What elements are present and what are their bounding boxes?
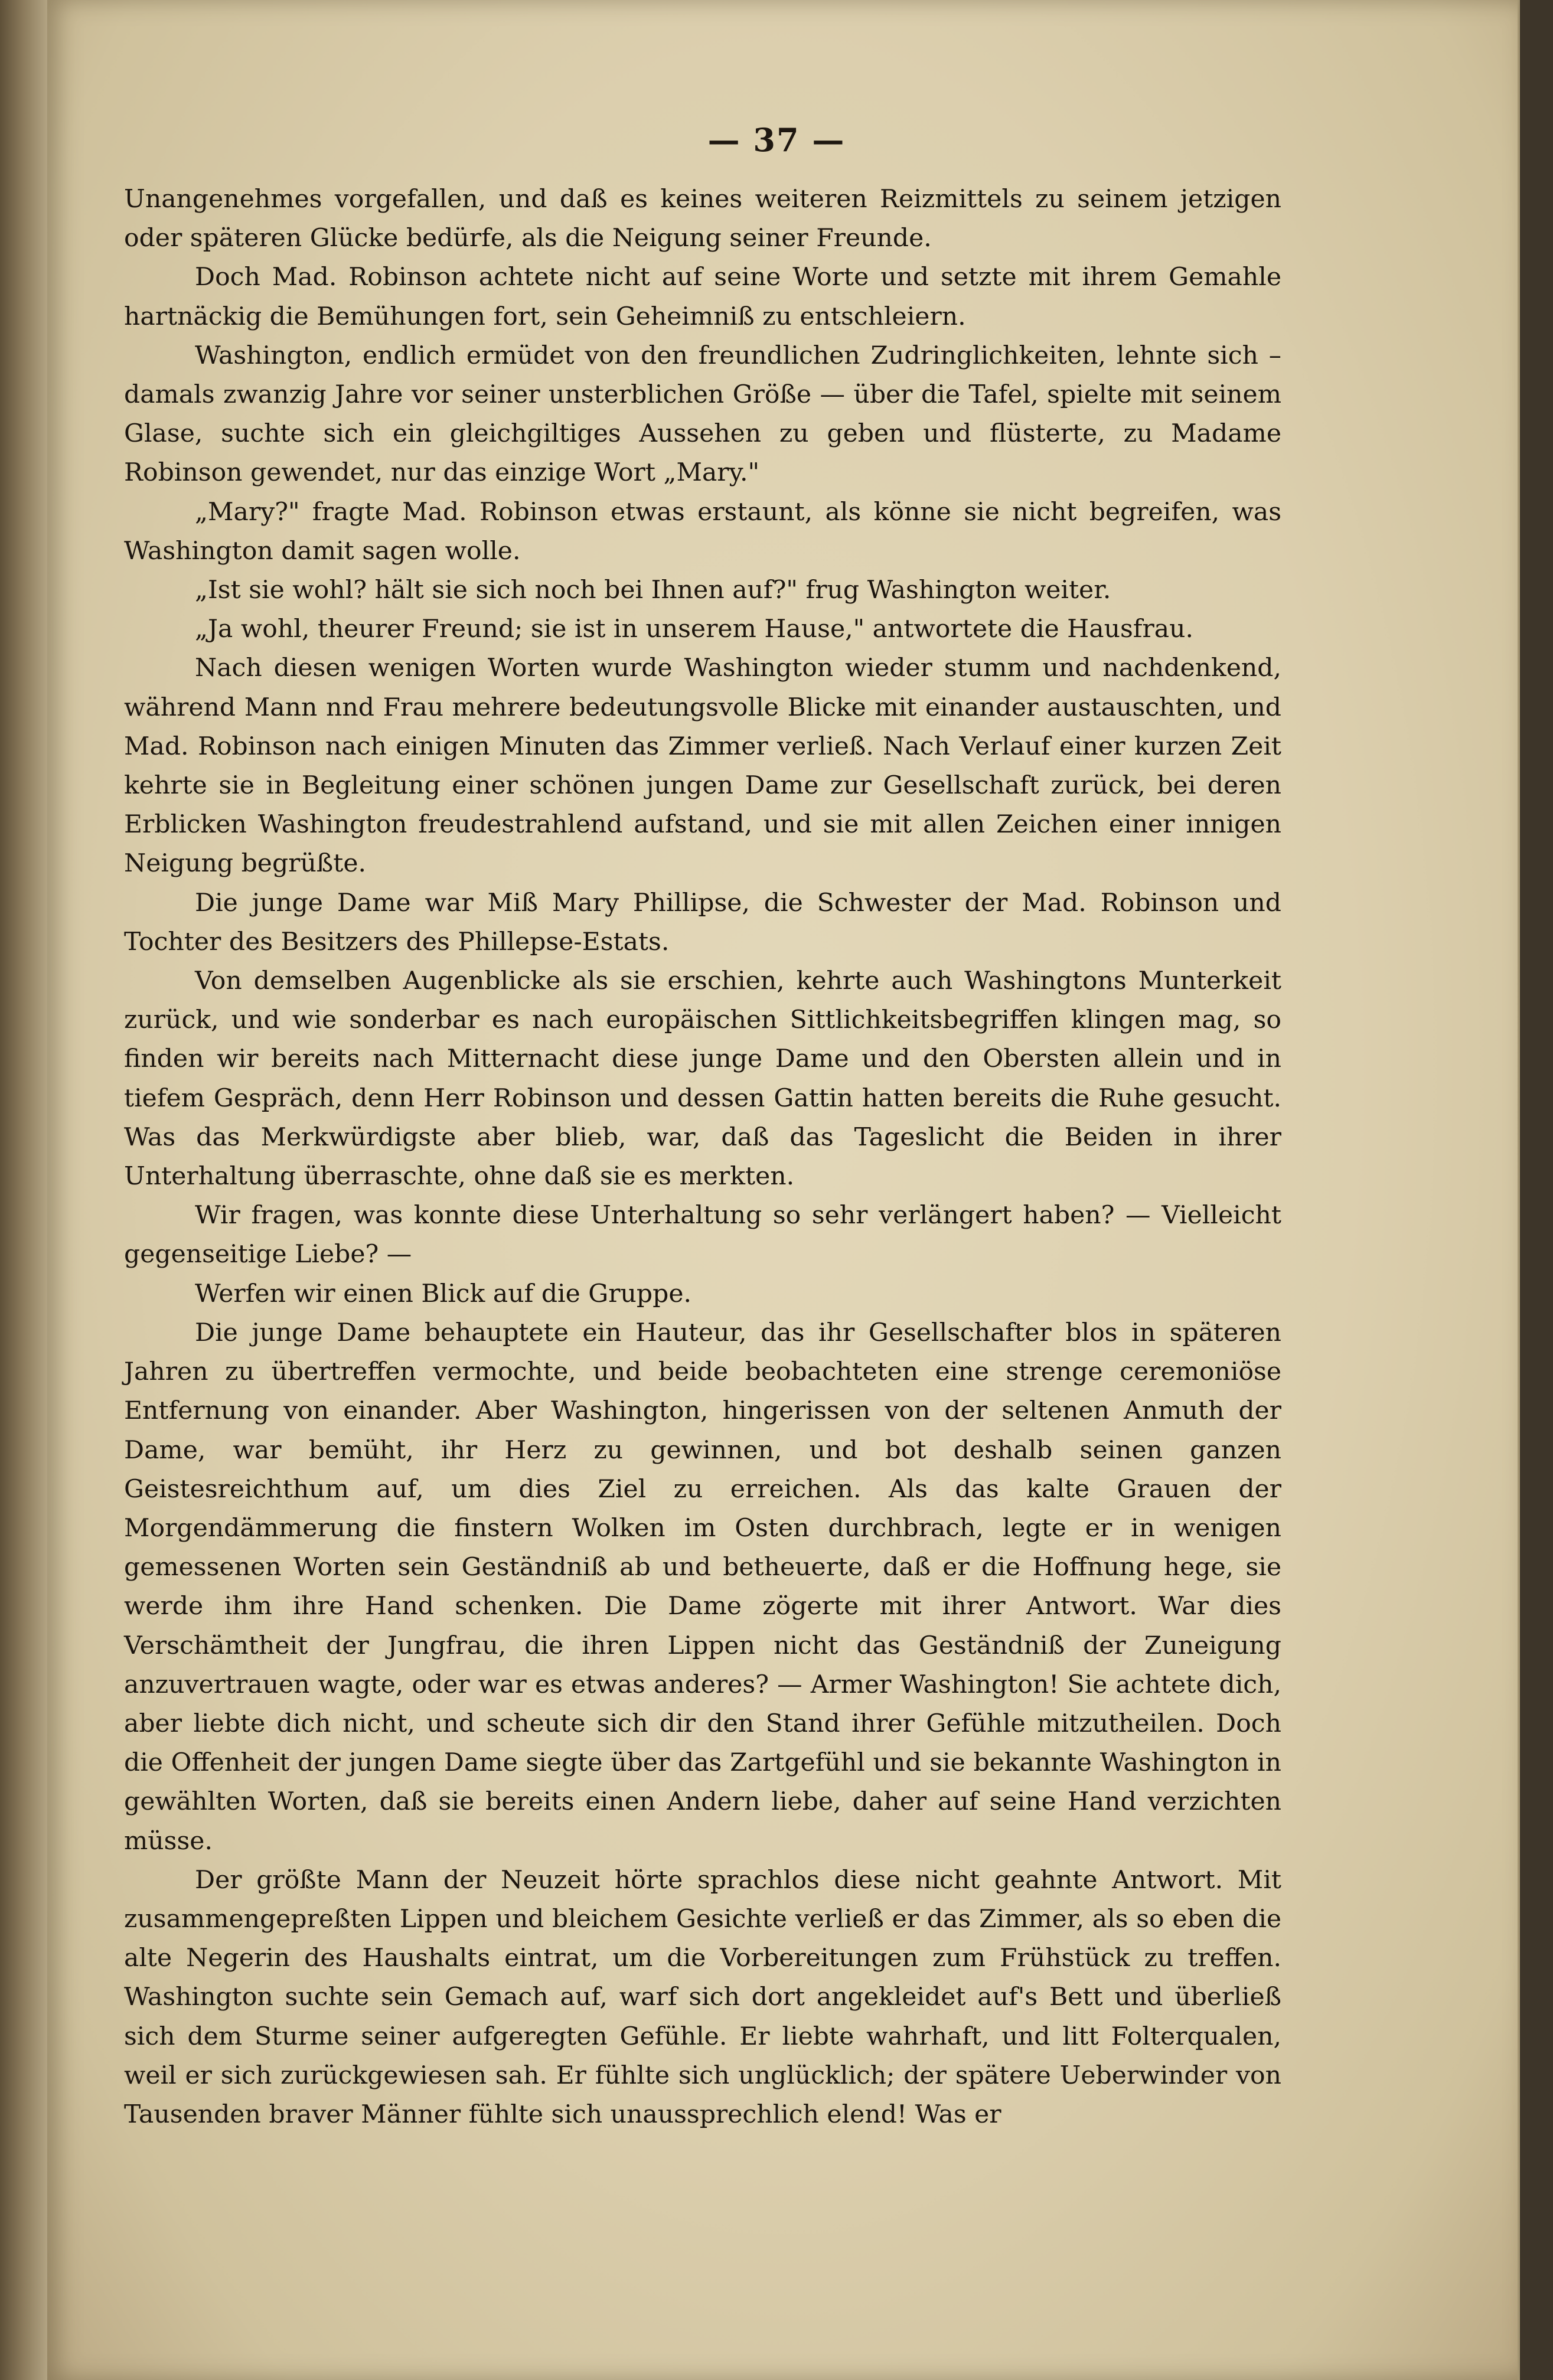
paragraph-5: „Ist sie wohl? hält sie sich noch bei Ihnen auf?" frug Washington weiter. (195, 576, 1111, 605)
paragraph-9: Von demselben Augenblicke als sie erschien, kehrte auch Washingtons Munterkeit zurück, und wie sonderbar es nach europäischen Sittlichkeitsbegriffen klingen mag, so finden wir bereits nach Mitternacht diese junge Dame und den Obersten allein und in tiefem Gespräch, denn Herr Robinson und dessen Gattin hatten bereits die Ruhe gesucht. Was das Merkwürdigste aber blieb, war, daß das Tageslicht die Beiden in ihrer Unterhaltung überraschte, ohne daß sie es merkten. (124, 967, 1281, 1191)
paragraph-2: Doch Mad. Robinson achtete nicht auf seine Worte und setzte mit ihrem Gemahle hartnäckig die Bemühungen fort, sein Geheimniß zu entschleiern. (124, 263, 1281, 331)
scan-edge-strip (1520, 0, 1553, 2380)
paragraph-6: „Ja wohl, theurer Freund; sie ist in unserem Hause," antwortete die Hausfrau. (195, 615, 1194, 644)
paragraph-4: „Mary?" fragte Mad. Robinson etwas erstaunt, als könne sie nicht begreifen, was Washington damit sagen wolle. (124, 497, 1281, 566)
paragraph-11: Werfen wir einen Blick auf die Gruppe. (195, 1279, 691, 1308)
paragraph-13: Der größte Mann der Neuzeit hörte sprachlos diese nicht geahnte Antwort. Mit zusammengepreßten Lippen und bleichem Gesichte verließ er das Zimmer, als so eben die alte Negerin des Haushalts eintrat, um die Vorbereitungen zum Frühstück zu treffen. Washington suchte sein Gemach auf, warf sich dort angekleidet auf's Bett und überließ sich dem Sturme seiner aufgeregten Gefühle. Er liebte wahrhaft, und litt Folterqualen, weil er sich zurückgewiesen sah. Er fühlte sich unglücklich; der spätere Ueberwinder von Tausenden braver Männer fühlte sich unaussprechlich elend! Was er (124, 1865, 1281, 2129)
page-number: — 37 — (707, 121, 846, 159)
page-body (124, 180, 1281, 2134)
paragraph-12: Die junge Dame behauptete ein Hauteur, das ihr Gesellschafter blos in späteren Jahren zu übertreffen vermochte, und beide beobachteten eine strenge ceremoniöse Entfernung von einander. Aber Washington, hingerissen von der seltenen Anmuth der Dame, war bemüht, ihr Herz zu gewinnen, und bot deshalb seinen ganzen Geistesreichthum auf, um dies Ziel zu erreichen. Als das kalte Grauen der Morgendämmerung die finstern Wolken im Osten durchbrach, legte er in wenigen gemessenen Worten sein Geständniß ab und betheuerte, daß er die Hoffnung hege, sie werde ihm ihre Hand schenken. Die Dame zögerte mit ihrer Antwort. War dies Verschämtheit der Jungfrau, die ihren Lippen nicht das Geständniß der Zuneigung anzuvertrauen wagte, oder war es etwas anderes? — Armer Washington! Sie achtete dich, aber liebte dich nicht, und scheute sich dir den Stand ihrer Gefühle mitzutheilen. Doch die Offenheit der jungen Dame siegte über das Zartgefühl und sie bekannte Washington in gewählten Worten, daß sie bereits einen Andern liebe, daher auf seine Hand verzichten müsse. (124, 1318, 1281, 1856)
paragraph-8: Die junge Dame war Miß Mary Phillipse, die Schwester der Mad. Robinson und Tochter des Besitzers des Phillepse-Estats. (124, 888, 1281, 956)
paragraph-10: Wir fragen, was konnte diese Unterhaltung so sehr verlängert haben? — Vielleicht gegenseitige Liebe? — (124, 1201, 1281, 1269)
paragraph-1: Unangenehmes vorgefallen, und daß es keines weiteren Reizmittels zu seinem jetzigen oder späteren Glücke bedürfe, als die Neigung seiner Freunde. (124, 185, 1281, 253)
paragraph-7: Nach diesen wenigen Worten wurde Washington wieder stumm und nachdenkend, während Mann nnd Frau mehrere bedeutungsvolle Blicke mit einander austauschten, und Mad. Robinson nach einigen Minuten das Zimmer verließ. Nach Verlauf einer kurzen Zeit kehrte sie in Begleitung einer schönen jungen Dame zur Gesellschaft zurück, bei deren Erblicken Washington freudestrahlend aufstand, und sie mit allen Zeichen einer innigen Neigung begrüßte. (124, 654, 1281, 879)
paragraph-3: Washington, endlich ermüdet von den freundlichen Zudringlichkeiten, lehnte sich – damals zwanzig Jahre vor seiner unsterblichen Größe — über die Tafel, spielte mit seinem Glase, suchte sich ein gleichgiltiges Aussehen zu geben und flüsterte, zu Madame Robinson gewendet, nur das einzige Wort „Mary." (124, 341, 1281, 488)
